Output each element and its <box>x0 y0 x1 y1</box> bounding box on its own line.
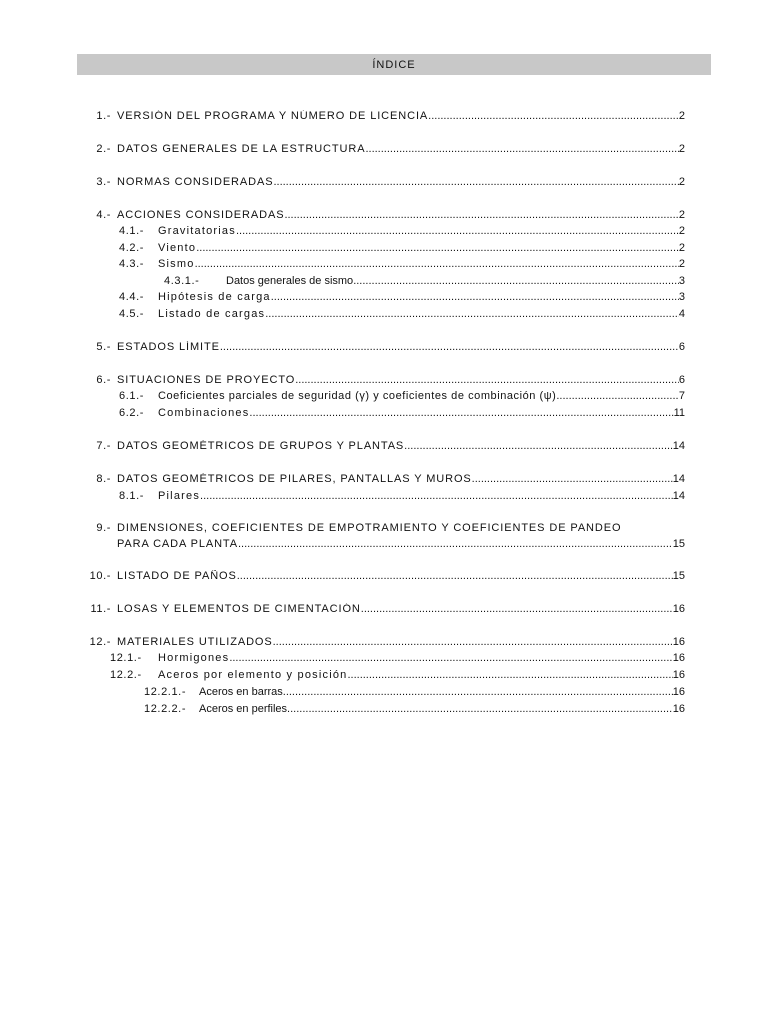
toc-entry-page: 16 <box>672 652 685 664</box>
toc-entry-number: 1.- <box>96 110 111 122</box>
toc-entry-number: 8.- <box>96 473 111 485</box>
toc-entry[interactable] <box>0 143 768 160</box>
dot-leader <box>365 143 678 155</box>
toc-entry[interactable] <box>0 522 768 539</box>
dot-leader <box>196 242 679 254</box>
toc-entry[interactable] <box>0 242 768 259</box>
dot-leader <box>265 308 679 320</box>
toc-entry[interactable] <box>0 176 768 193</box>
toc-entry-page: 6 <box>678 374 685 386</box>
toc-entry[interactable] <box>0 374 768 391</box>
dot-leader <box>220 341 679 353</box>
toc-entry-page: 16 <box>672 669 685 681</box>
toc-entry-title: MATERIALES UTILIZADOS <box>117 636 273 648</box>
toc-entry-number: 4.3.1.- <box>164 275 200 287</box>
toc-entry[interactable] <box>0 440 768 457</box>
dot-leader <box>236 225 679 237</box>
toc-entry-page: 4 <box>678 308 685 320</box>
dot-leader <box>229 652 672 664</box>
toc-entry[interactable] <box>0 225 768 242</box>
toc-entry-number: 12.1.- <box>110 652 142 664</box>
toc-entry[interactable] <box>0 390 768 407</box>
toc-entry[interactable] <box>0 473 768 490</box>
toc-entry-number: 4.3.- <box>119 258 145 270</box>
toc-entry-number: 9.- <box>96 522 111 534</box>
toc-entry[interactable] <box>0 686 768 703</box>
toc-entry-number: 6.2.- <box>119 407 145 419</box>
toc-entry-number: 12.2.- <box>110 669 142 681</box>
dot-leader <box>287 703 673 715</box>
toc-entry[interactable] <box>0 652 768 669</box>
toc-entry-title: ESTADOS LÍMITE <box>117 341 220 353</box>
toc-entry-continuation[interactable] <box>0 538 768 555</box>
toc-entry[interactable] <box>0 291 768 308</box>
toc-entry-number: 4.4.- <box>119 291 145 303</box>
toc-entry-page: 16 <box>672 603 685 615</box>
page-title: ÍNDICE <box>372 58 416 71</box>
dot-leader <box>428 110 679 122</box>
toc-entry[interactable] <box>0 703 768 720</box>
toc-entry-page: 14 <box>672 440 685 452</box>
toc-entry-number: 4.1.- <box>119 225 145 237</box>
toc-entry-title: Datos generales de sismo <box>226 275 354 287</box>
toc-entry[interactable] <box>0 258 768 275</box>
toc-entry-title: Sismo <box>158 258 195 270</box>
toc-entry[interactable] <box>0 490 768 507</box>
toc-entry[interactable] <box>0 636 768 653</box>
toc-entry[interactable] <box>0 407 768 424</box>
toc-entry-title: DIMENSIONES, COEFICIENTES DE EMPOTRAMIENTO Y COEFICIENTES DE PANDEO <box>117 522 622 534</box>
toc-entry-title: Aceros por elemento y posición <box>158 669 348 681</box>
toc-entry-title: ACCIONES CONSIDERADAS <box>117 209 285 221</box>
toc-entry-title: DATOS GEOMÉTRICOS DE PILARES, PANTALLAS Y MUROS <box>117 473 472 485</box>
toc-entry-page: 14 <box>672 490 685 502</box>
toc-entry-page: 2 <box>678 110 685 122</box>
toc-entry-page: 2 <box>678 209 685 221</box>
toc-entry[interactable] <box>0 570 768 587</box>
toc-entry[interactable] <box>0 603 768 620</box>
dot-leader <box>347 669 672 681</box>
toc-entry[interactable] <box>0 110 768 127</box>
dot-leader <box>271 291 679 303</box>
toc-entry-number: 12.- <box>89 636 111 648</box>
toc-entry-number: 6.1.- <box>119 390 145 402</box>
toc-entry-page: 16 <box>672 636 685 648</box>
dot-leader <box>472 473 673 485</box>
toc-entry-page: 6 <box>678 341 685 353</box>
toc-entry-number: 4.2.- <box>119 242 145 254</box>
toc-entry-title: DATOS GENERALES DE LA ESTRUCTURA <box>117 143 366 155</box>
toc-entry-page: 7 <box>678 390 685 402</box>
toc-entry-page: 2 <box>678 242 685 254</box>
toc-entry-page: 2 <box>678 258 685 270</box>
toc-entry-page: 3 <box>678 275 685 287</box>
toc-entry-title: Listado de cargas <box>158 308 266 320</box>
toc-entry-number: 4.- <box>96 209 111 221</box>
toc-entry-number: 7.- <box>96 440 111 452</box>
toc-entry-number: 8.1.- <box>119 490 145 502</box>
toc-entry-title: Viento <box>158 242 197 254</box>
toc-entry-title: Combinaciones <box>158 407 250 419</box>
dot-leader <box>249 407 673 419</box>
dot-leader <box>295 374 679 386</box>
toc-entry-title: VERSIÓN DEL PROGRAMA Y NÚMERO DE LICENCIA <box>117 110 429 122</box>
toc-entry-page: 15 <box>672 538 685 550</box>
toc-entry-page: 15 <box>672 570 685 582</box>
dot-leader <box>237 570 673 582</box>
toc-entry-number: 4.5.- <box>119 308 145 320</box>
dot-leader <box>238 538 673 550</box>
toc-entry-title: SITUACIONES DE PROYECTO <box>117 374 296 386</box>
dot-leader <box>273 636 673 648</box>
dot-leader <box>353 275 679 287</box>
toc-entry-page: 14 <box>672 473 685 485</box>
toc-entry-page: 2 <box>678 143 685 155</box>
toc-entry-number: 11.- <box>90 603 111 615</box>
toc-entry-title: Coeficientes parciales de seguridad (γ) y coeficientes de combinación (ψ) <box>158 390 557 402</box>
toc-entry-title: NORMAS CONSIDERADAS <box>117 176 274 188</box>
toc-entry-page: 16 <box>672 703 685 715</box>
toc-entry-number: 6.- <box>96 374 111 386</box>
toc-entry-number: 5.- <box>96 341 111 353</box>
toc-entry-title: Gravitatorias <box>158 225 236 237</box>
toc-entry[interactable] <box>0 209 768 226</box>
toc-entry-title: Aceros en perfiles <box>199 703 288 715</box>
toc-entry-title-line2: PARA CADA PLANTA <box>117 538 238 550</box>
toc-entry-title: Pilares <box>158 490 201 502</box>
toc-entry-title: Hormigones <box>158 652 230 664</box>
toc-entry-title: Hipótesis de carga <box>158 291 271 303</box>
toc-entry[interactable] <box>0 669 768 686</box>
toc-entry-number: 10.- <box>89 570 111 582</box>
dot-leader <box>273 176 678 188</box>
toc-entry-page: 2 <box>678 176 685 188</box>
toc-entry-title: LISTADO DE PAÑOS <box>117 570 237 582</box>
toc-entry-title: LOSAS Y ELEMENTOS DE CIMENTACIÓN <box>117 603 361 615</box>
toc-entry-number: 12.2.1.- <box>144 686 187 698</box>
toc-entry-page: 3 <box>678 291 685 303</box>
toc-entry-title: DATOS GEOMÉTRICOS DE GRUPOS Y PLANTAS <box>117 440 405 452</box>
toc-entry-page: 2 <box>678 225 685 237</box>
toc-entry[interactable] <box>0 341 768 358</box>
dot-leader <box>283 686 673 698</box>
dot-leader <box>195 258 679 270</box>
toc-entry-page: 16 <box>672 686 685 698</box>
toc-entry-number: 12.2.2.- <box>144 703 187 715</box>
toc-entry-title: Aceros en barras <box>199 686 283 698</box>
dot-leader <box>284 209 678 221</box>
toc-entry-number: 3.- <box>96 176 111 188</box>
toc-entry[interactable] <box>0 275 768 292</box>
dot-leader <box>200 490 673 502</box>
toc-entry[interactable] <box>0 308 768 325</box>
dot-leader <box>556 390 679 402</box>
dot-leader <box>404 440 673 452</box>
toc-entry-page: 11 <box>673 407 685 419</box>
dot-leader <box>361 603 673 615</box>
toc-entry-number: 2.- <box>96 143 111 155</box>
